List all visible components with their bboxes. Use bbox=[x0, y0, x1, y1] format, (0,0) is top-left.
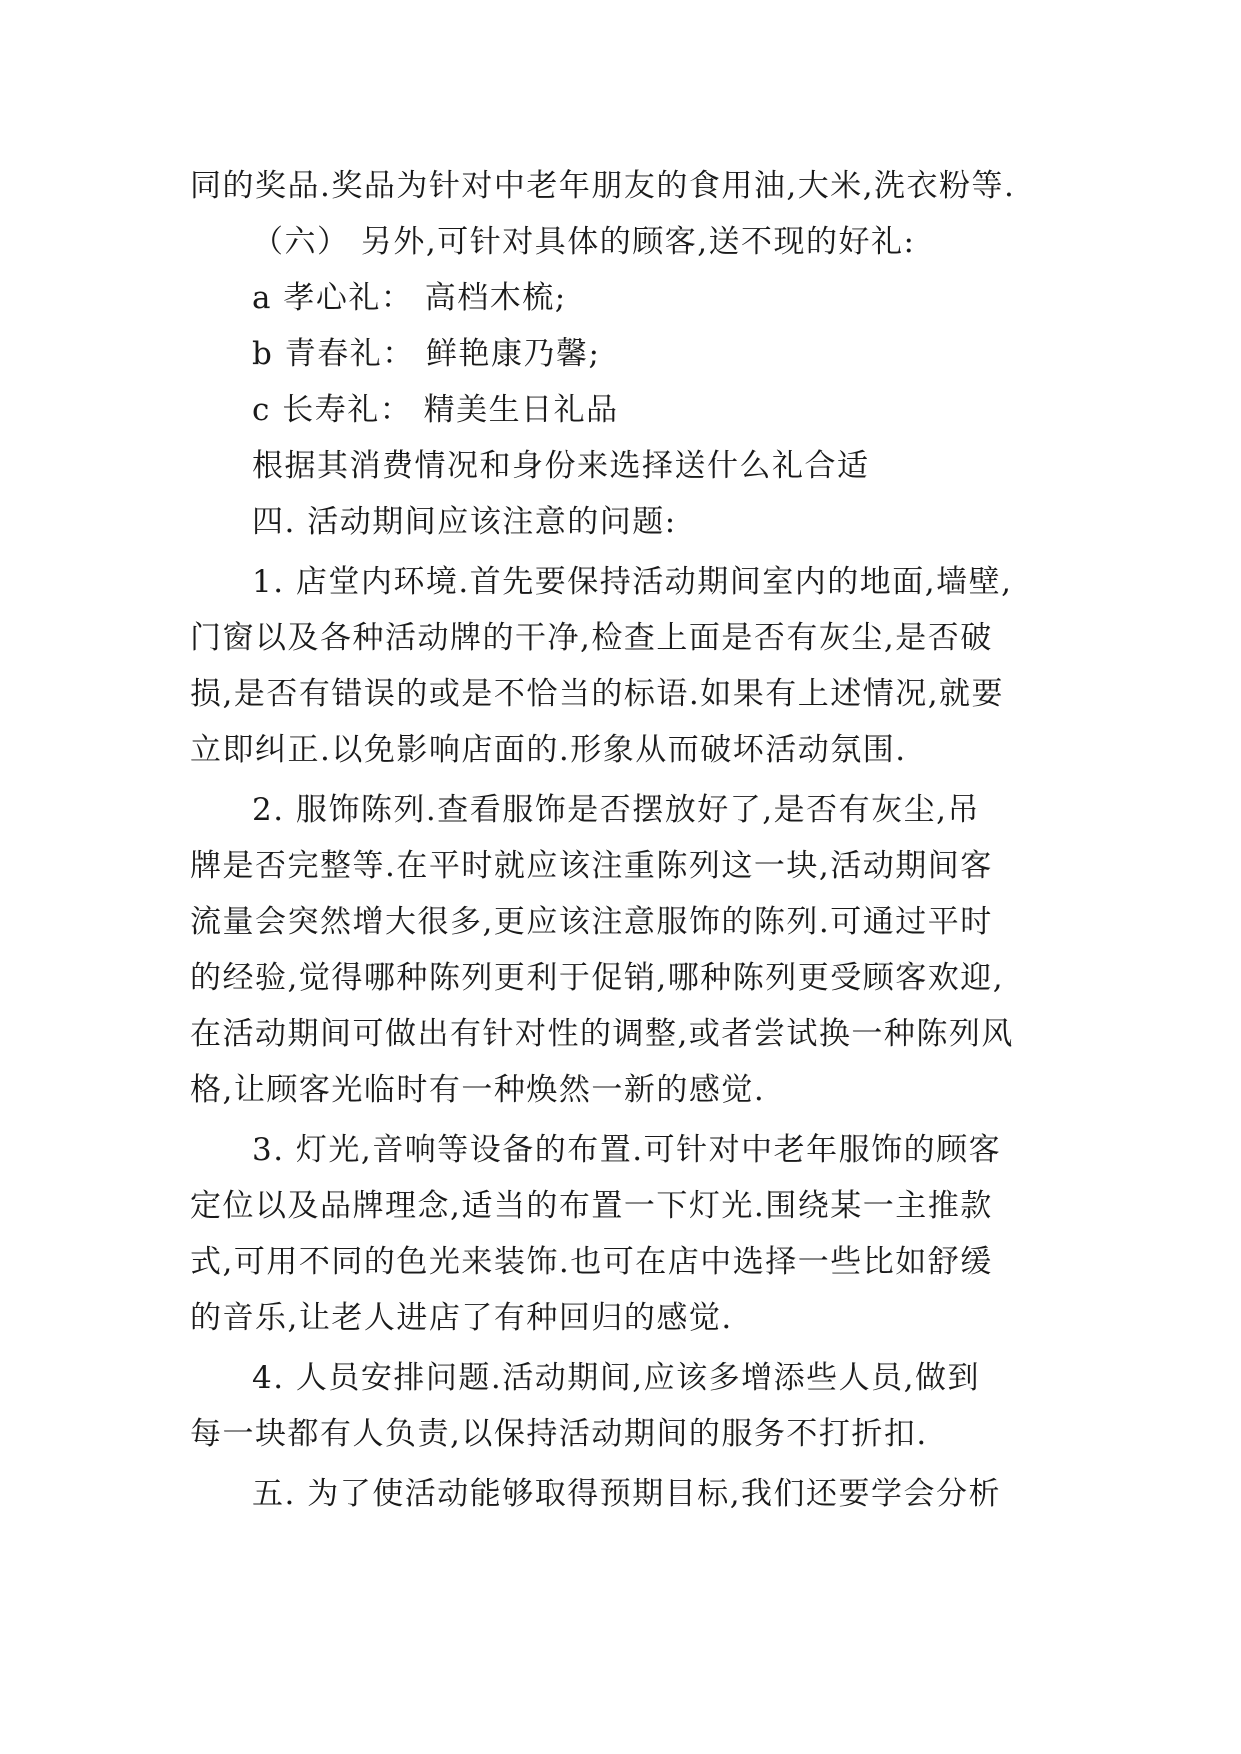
text-line: 在活动期间可做出有针对性的调整,或者尝试换一种陈列风 bbox=[190, 1016, 1014, 1052]
text-line: （六） 另外,可针对具体的顾客,送不现的好礼: bbox=[252, 224, 916, 260]
text-line: 式,可用不同的色光来装饰.也可在店中选择一些比如舒缓 bbox=[190, 1244, 993, 1280]
text-line: 根据其消费情况和身份来选择送什么礼合适 bbox=[252, 448, 870, 484]
text-line: 牌是否完整等.在平时就应该注重陈列这一块,活动期间客 bbox=[190, 848, 993, 884]
text-line: 格,让顾客光临时有一种焕然一新的感觉. bbox=[190, 1072, 766, 1108]
text-line: 2. 服饰陈列.查看服饰是否摆放好了,是否有灰尘,吊 bbox=[252, 792, 980, 828]
text-line: 每一块都有人负责,以保持活动期间的服务不打折扣. bbox=[190, 1416, 928, 1452]
section-heading: 四. 活动期间应该注意的问题: bbox=[252, 504, 677, 540]
text-line: 4. 人员安排问题.活动期间,应该多增添些人员,做到 bbox=[252, 1360, 980, 1396]
text-line: 1. 店堂内环境.首先要保持活动期间室内的地面,墙壁, bbox=[252, 564, 1013, 600]
text-line: 损,是否有错误的或是不恰当的标语.如果有上述情况,就要 bbox=[190, 676, 1005, 712]
text-line: 3. 灯光,音响等设备的布置.可针对中老年服饰的顾客 bbox=[252, 1132, 1002, 1168]
section-heading: 五. 为了使活动能够取得预期目标,我们还要学会分析 bbox=[252, 1476, 1002, 1512]
text-line: 的经验,觉得哪种陈列更利于促销,哪种陈列更受顾客欢迎, bbox=[190, 960, 1005, 996]
text-line: c 长寿礼： 精美生日礼品 bbox=[252, 392, 619, 428]
document-body bbox=[190, 158, 1060, 1522]
text-line: 流量会突然增大很多,更应该注意服饰的陈列.可通过平时 bbox=[190, 904, 993, 940]
text-line: 的音乐,让老人进店了有种回归的感觉. bbox=[190, 1300, 733, 1336]
text-line: 同的奖品.奖品为针对中老年朋友的食用油,大米,洗衣粉等. bbox=[190, 168, 1016, 204]
text-line: 定位以及品牌理念,适当的布置一下灯光.围绕某一主推款 bbox=[190, 1188, 993, 1224]
text-line: 门窗以及各种活动牌的干净,检查上面是否有灰尘,是否破 bbox=[190, 620, 993, 656]
text-line: b 青春礼： 鲜艳康乃馨; bbox=[252, 336, 601, 372]
text-line: a 孝心礼： 高档木梳; bbox=[252, 280, 567, 316]
text-line: 立即纠正.以免影响店面的.形象从而破坏活动氛围. bbox=[190, 732, 907, 768]
